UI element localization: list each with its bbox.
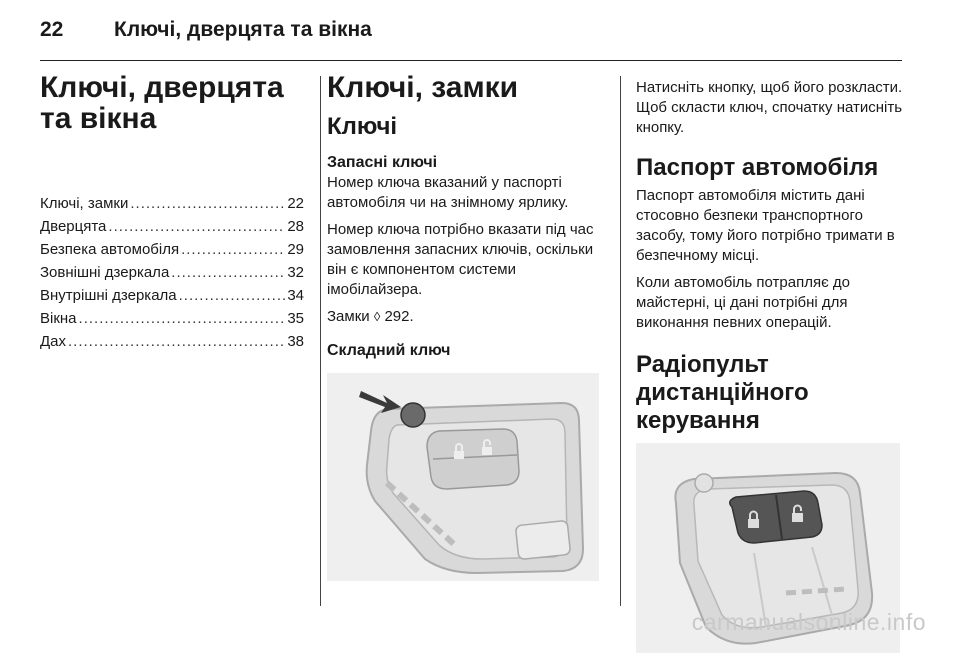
folding-key-illustration — [327, 373, 599, 581]
toc-label: Дах — [40, 333, 67, 350]
toc-leader — [130, 192, 285, 215]
toc-leader — [179, 284, 286, 307]
locks-ref-label: Замки — [327, 308, 370, 325]
locks-ref-page: 292. — [384, 308, 414, 325]
toc-leader — [108, 215, 285, 238]
column-divider-2 — [620, 76, 621, 606]
passport-paragraph-1: Паспорт автомобіля містить дані стосовно безпеки транспортного засобу, тому його потрібно тримати в безпечному місці. — [636, 187, 895, 264]
header-rule — [40, 60, 902, 61]
release-button — [401, 403, 425, 427]
ordering-paragraph: Номер ключа потрібно вказати під час замовлення запасних ключів, оскільки він є компонентом системи імобілайзера. — [327, 221, 594, 298]
right-column — [636, 78, 904, 653]
toc-page: 22 — [287, 195, 304, 212]
toc-leader — [79, 307, 286, 330]
keys-column — [327, 72, 605, 581]
watermark: carmanualsonline.info — [691, 609, 926, 635]
toc-page: 34 — [287, 287, 304, 304]
toc-entry[interactable] — [40, 307, 304, 330]
toc-leader — [171, 261, 285, 284]
subsection-title: Ключі — [327, 113, 398, 140]
toc-label: Дверцята — [40, 218, 107, 235]
key-number-paragraph: Номер ключа вказаний у паспорті автомобіля чи на знімному ярлику. — [327, 174, 569, 211]
running-title: Ключі, дверцята та вікна — [114, 18, 372, 41]
toc-entry[interactable] — [40, 215, 304, 238]
toc-column — [40, 72, 304, 353]
toc-page: 32 — [287, 264, 304, 281]
toc-entry[interactable] — [40, 261, 304, 284]
fold-instructions: Натисніть кнопку, щоб його розкласти. Щоб скласти ключ, спочатку натисніть кнопку. — [636, 79, 903, 136]
passport-heading: Паспорт автомобіля — [636, 154, 879, 181]
toc-entry[interactable] — [40, 238, 304, 261]
chapter-title: Ключі, дверцята та вікна — [40, 71, 284, 135]
remote-heading: Радіопульт дистанційного керування — [636, 351, 809, 434]
section-title: Ключі, замки — [327, 71, 519, 104]
locks-reference — [327, 307, 605, 327]
reference-arrow-icon: ◊ — [373, 309, 381, 324]
toc-label: Ключі, замки — [40, 195, 129, 212]
page-number: 22 — [40, 18, 64, 41]
toc-entry[interactable] — [40, 284, 304, 307]
passport-paragraph-2: Коли автомобіль потрапляє до майстерні, ці дані потрібні для виконання певних операцій. — [636, 274, 850, 331]
folding-key-heading: Складний ключ — [327, 342, 451, 359]
spare-keys-heading: Запасні ключі — [327, 154, 438, 171]
toc-list — [40, 192, 304, 353]
page-header — [40, 18, 372, 42]
toc-leader — [68, 330, 285, 353]
column-divider-1 — [320, 76, 321, 606]
toc-leader — [181, 238, 285, 261]
toc-label: Внутрішні дзеркала — [40, 287, 177, 304]
toc-page: 28 — [287, 218, 304, 235]
toc-label: Вікна — [40, 310, 77, 327]
toc-page: 35 — [287, 310, 304, 327]
toc-entry[interactable] — [40, 192, 304, 215]
toc-page: 29 — [287, 241, 304, 258]
toc-label: Безпека автомобіля — [40, 241, 180, 258]
folding-key-svg — [327, 373, 599, 581]
toc-page: 38 — [287, 333, 304, 350]
toc-entry[interactable] — [40, 330, 304, 353]
toc-label: Зовнішні дзеркала — [40, 264, 170, 281]
